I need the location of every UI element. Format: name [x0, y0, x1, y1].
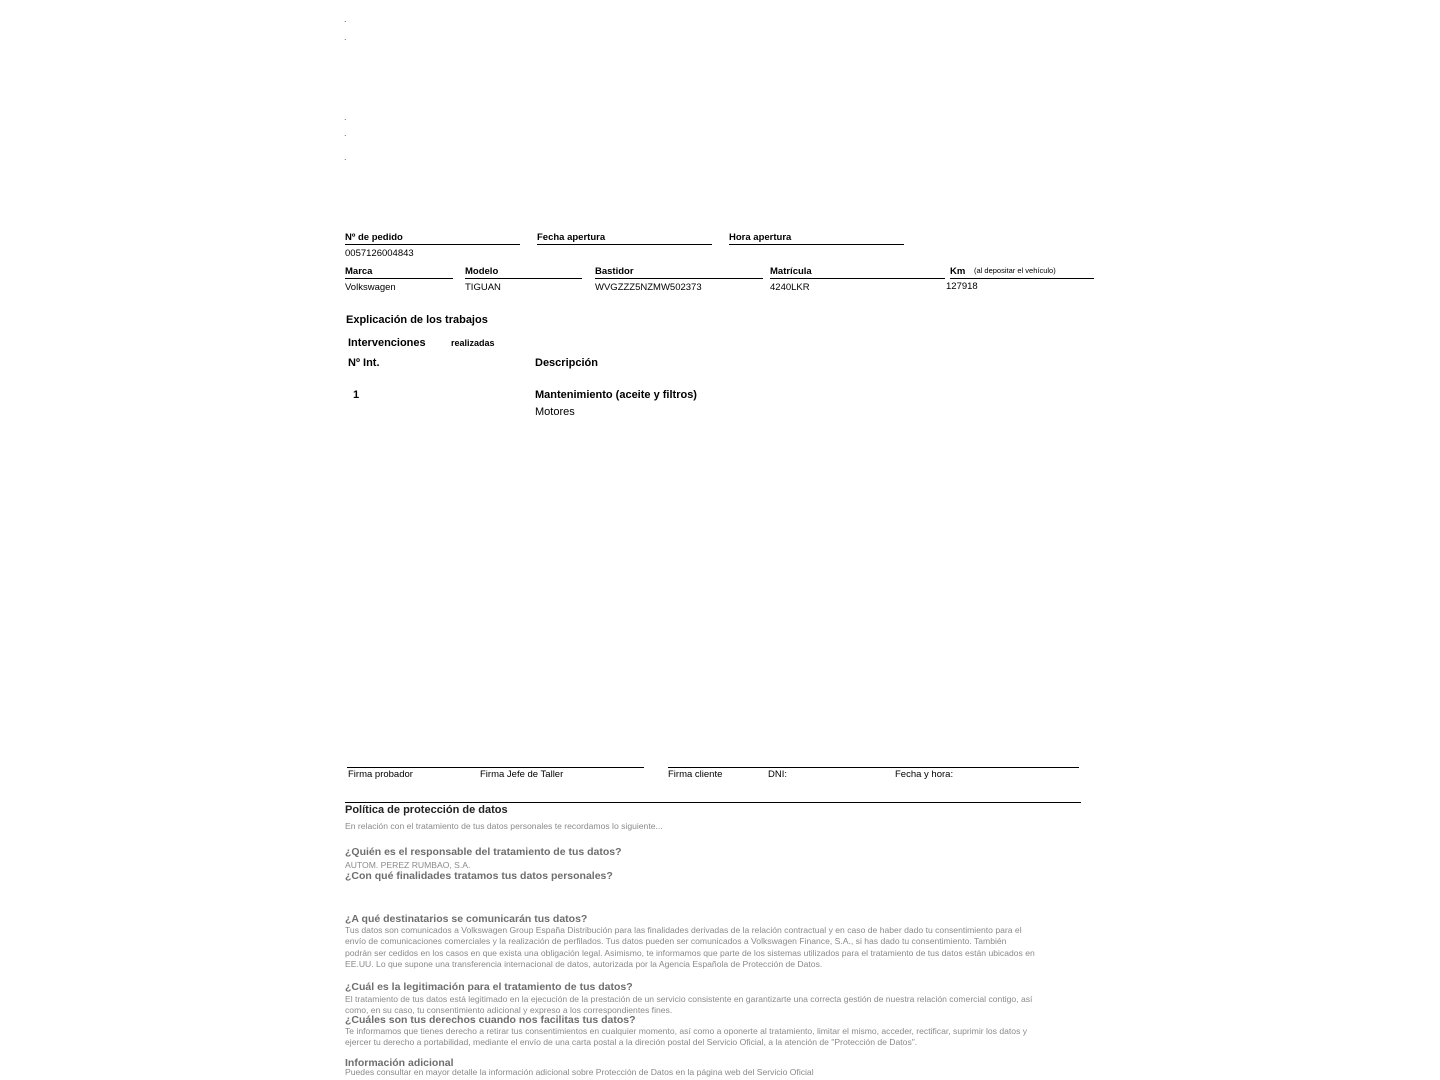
policy-intro: En relación con el tratamiento de tus datos personales te recordamos lo siguiente... — [345, 821, 663, 831]
stray-dot: . — [344, 152, 347, 162]
signature-cliente-label: Firma cliente — [668, 769, 723, 780]
model-value: TIGUAN — [465, 282, 501, 293]
column-header-number: Nº Int. — [348, 357, 380, 369]
brand-label: Marca — [345, 266, 453, 279]
policy-answer-recipients: Tus datos son comunicados a Volkswagen Group España Distribución para las finalidades derivadas de la relación contractual y en caso de haber dado tu consentimiento para el envío de comunicaciones comerciales y la realización de perfilados. Tus datos pueden ser comunicados a Volkswagen Finance, S.A., si has dado tu consentimiento. También podrán ser cedidos en los casos en que exista una obligación legal. Asimismo, te informamos que parte de los sistemas utilizados para el tratamiento de tus datos están ubicados en EE.UU. Lo que supone una transferencia internacional de datos, autorizada por la Agencia Española de Protección de Datos. — [345, 925, 1035, 970]
policy-question-recipients: ¿A qué destinatarios se comunicarán tus datos? — [345, 913, 588, 925]
policy-question-rights: ¿Cuáles son tus derechos cuando nos facilitas tus datos? — [345, 1014, 636, 1026]
column-header-description: Descripción — [535, 357, 598, 369]
km-note: (al depositar el vehículo) — [974, 266, 1056, 275]
policy-answer-additional: Puedes consultar en mayor detalle la información adicional sobre Protección de Datos en la página web del Servicio Oficial — [345, 1067, 814, 1077]
signature-jefe-label: Firma Jefe de Taller — [480, 769, 564, 780]
policy-answer-responsible: AUTOM. PEREZ RUMBAO, S.A. — [345, 860, 471, 870]
signature-line-left — [347, 767, 644, 768]
policy-title: Política de protección de datos — [345, 804, 508, 816]
chassis-label: Bastidor — [595, 266, 763, 279]
intervention-subtitle: Motores — [535, 406, 575, 418]
opening-time-label: Hora apertura — [729, 232, 904, 245]
intervention-description: Mantenimiento (aceite y filtros) — [535, 389, 697, 401]
stray-dot: . — [344, 14, 347, 24]
plate-label: Matrícula — [770, 266, 945, 279]
policy-question-purposes: ¿Con qué finalidades tratamos tus datos personales? — [345, 870, 613, 882]
intervention-number: 1 — [353, 389, 360, 401]
plate-value: 4240LKR — [770, 282, 810, 293]
policy-answer-legitimation: El tratamiento de tus datos está legitimado en la ejecución de la prestación de un servicio consistente en garantizarte una correcta gestión de nuestra relación comercial contigo, así como, en su caso, tu consentimiento adicional y expreso a los correspondientes fines. — [345, 994, 1033, 1016]
policy-question-additional: Información adicional — [345, 1057, 454, 1069]
chassis-value: WVGZZZ5NZMW502373 — [595, 282, 702, 293]
order-number-label: Nº de pedido — [345, 232, 520, 245]
stray-dot: . — [344, 32, 347, 42]
model-label: Modelo — [465, 266, 582, 279]
stray-dot: . — [344, 128, 347, 138]
km-value: 127918 — [946, 281, 978, 292]
policy-answer-rights: Te informamos que tienes derecho a retirar tus consentimientos en cualquier momento, así como a oponerte al tratamiento, limitar el mismo, acceder, rectificar, suprimir los datos y ejercer tu derecho a portabilidad, mediante el envío de una carta postal a la direción postal del Servicio Oficial, a la atención de "Protección de Datos". — [345, 1026, 1028, 1048]
works-title: Explicación de los trabajos — [346, 314, 488, 326]
order-number-value: 0057126004843 — [345, 248, 414, 259]
dni-label: DNI: — [768, 769, 787, 780]
interventions-label: Intervenciones — [348, 337, 426, 349]
date-time-label: Fecha y hora: — [895, 769, 954, 780]
signature-line-right — [668, 767, 1079, 768]
km-label-text: Km — [950, 266, 966, 277]
signature-probador-label: Firma probador — [348, 769, 413, 780]
opening-date-label: Fecha apertura — [537, 232, 712, 245]
policy-question-responsible: ¿Quién es el responsable del tratamiento de tus datos? — [345, 846, 622, 858]
policy-question-legitimation: ¿Cuál es la legitimación para el tratamiento de tus datos? — [345, 981, 633, 993]
brand-value: Volkswagen — [345, 282, 396, 293]
realizadas-label: realizadas — [451, 338, 495, 348]
stray-dot: . — [344, 112, 347, 122]
